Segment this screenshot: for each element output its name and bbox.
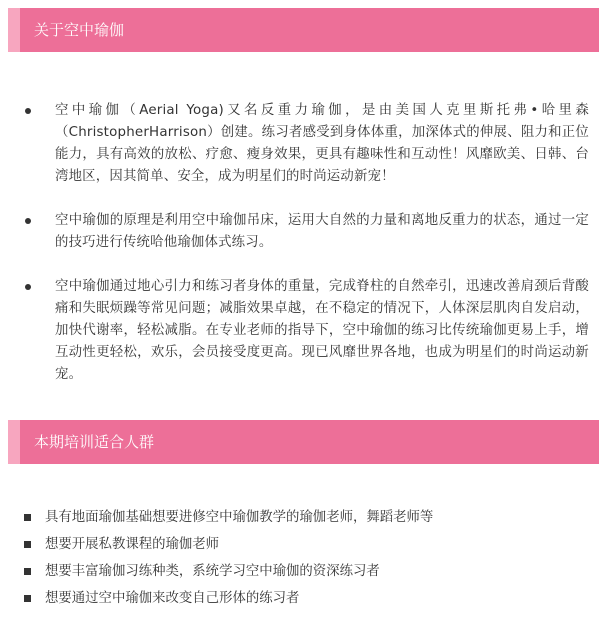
item-text: 想要通过空中瑜伽来改变自己形体的练习者 — [45, 591, 300, 606]
section-title: 关于空中瑜伽 — [34, 21, 125, 39]
paragraph-text: 空中瑜伽通过地心引力和练习者身体的重量，完成脊柱的自然牵引，迅速改善肩颈后背酸痛和失眠烦躁等常见问题；减脂效果卓越，在不稳定的情况下，人体深层肌肉自发启动，加快代谢率，轻松减脂。在专业老师的指导下，空中瑜伽的练习比传统瑜伽更易上手，增互动性更轻松，欢乐，会员接受度更高。现已风靡世界各地，也成为明星们的时尚运动新宠。 — [55, 279, 589, 382]
list-item — [0, 504, 607, 531]
paragraph-text: 空中瑜伽（Aerial Yoga)又名反重力瑜伽，是由美国人克里斯托弗•哈里森（ChristopherHarrison）创建。练习者感受到身体体重，加深体式的伸展、阻力和正位能力，具有高效的放松、疗愈、瘦身效果，更具有趣味性和互动性！风靡欧美、日韩、台湾地区，因其简单、安全，成为明星们的时尚运动新宠！ — [55, 103, 589, 184]
bullet-square-icon — [24, 514, 31, 521]
item-text: 想要丰富瑜伽习练种类，系统学习空中瑜伽的资深练习者 — [45, 564, 380, 579]
bullet-dot-icon — [25, 108, 31, 114]
list-item — [0, 210, 607, 254]
section-header-about — [8, 8, 599, 52]
bullet-dot-icon — [25, 284, 31, 290]
list-item — [0, 585, 607, 612]
bullet-square-icon — [24, 568, 31, 575]
list-item — [0, 276, 607, 386]
list-item — [0, 531, 607, 558]
item-text: 具有地面瑜伽基础想要进修空中瑜伽教学的瑜伽老师，舞蹈老师等 — [45, 510, 434, 525]
bullet-square-icon — [24, 595, 31, 602]
bullet-square-icon — [24, 541, 31, 548]
list-item — [0, 100, 607, 188]
item-text: 想要开展私教课程的瑜伽老师 — [45, 537, 220, 552]
list-item — [0, 558, 607, 585]
paragraph-text: 空中瑜伽的原理是利用空中瑜伽吊床，运用大自然的力量和离地反重力的状态，通过一定的技巧进行传统哈他瑜伽体式练习。 — [55, 213, 589, 250]
section-header-audience — [8, 420, 599, 464]
section-title: 本期培训适合人群 — [34, 433, 155, 451]
about-paragraph-list — [0, 100, 607, 386]
audience-list — [0, 504, 607, 612]
bullet-dot-icon — [25, 218, 31, 224]
